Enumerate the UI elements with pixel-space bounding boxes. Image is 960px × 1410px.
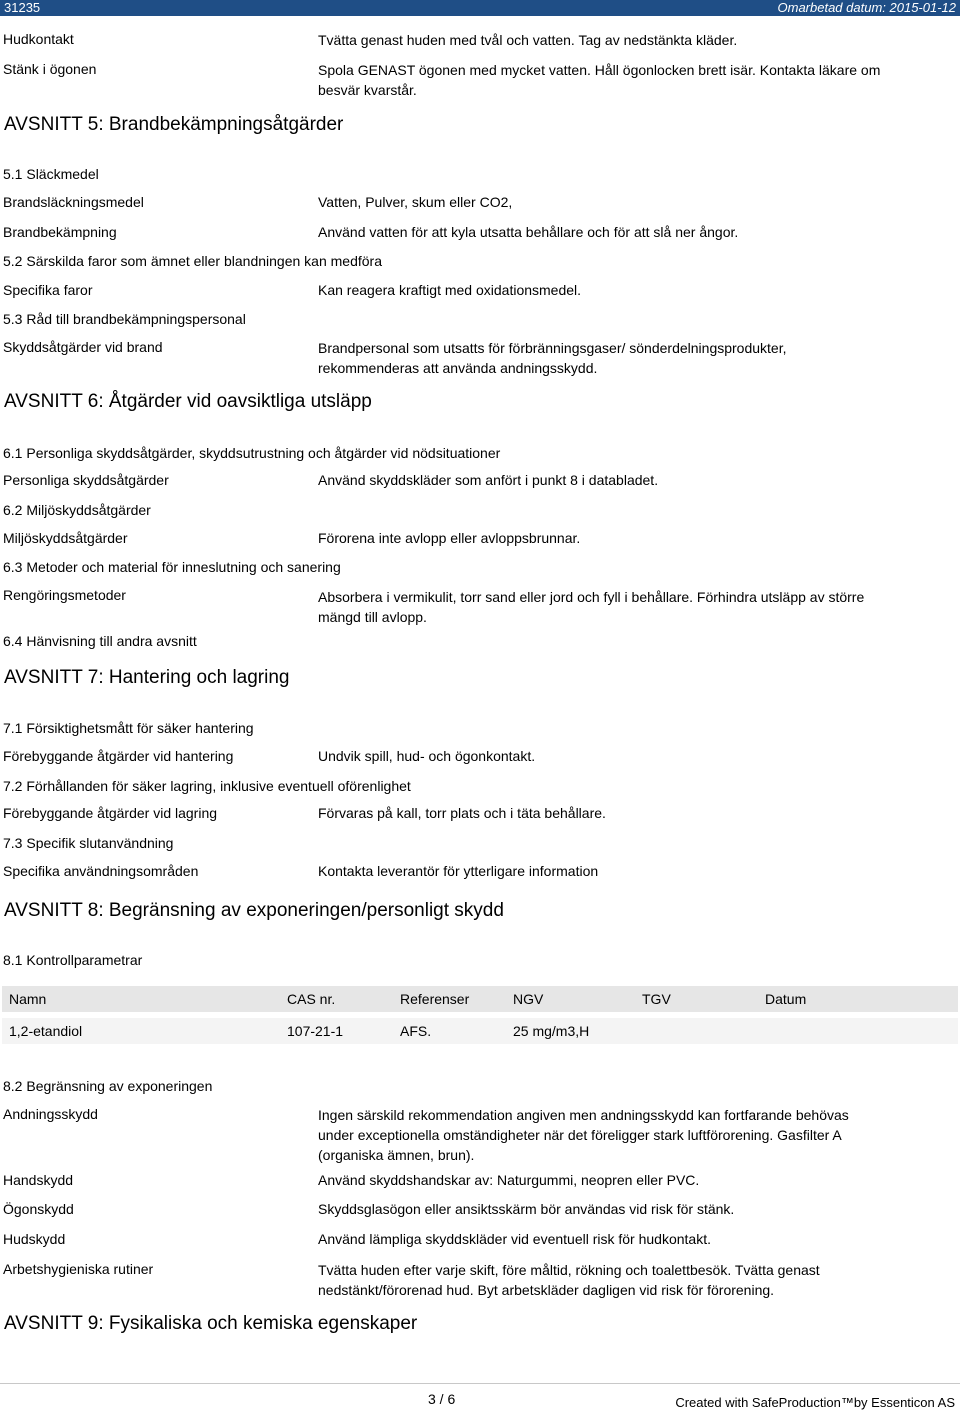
environmental-precautions-label: Miljöskyddsåtgärder bbox=[3, 530, 128, 546]
column-header: CAS nr. bbox=[280, 986, 393, 1015]
cleanup-methods-label: Rengöringsmetoder bbox=[3, 587, 126, 603]
table-cell: AFS. bbox=[393, 1015, 506, 1044]
table-cell: 1,2-etandiol bbox=[2, 1015, 280, 1044]
eye-protection-value: Skyddsglasögon eller ansiktsskärm bör användas vid risk för stänk. bbox=[318, 1201, 735, 1217]
header-bar bbox=[0, 0, 960, 16]
section-8-heading: AVSNITT 8: Begränsning av exponeringen/personligt skydd bbox=[4, 900, 504, 921]
skin-contact-value: Tvätta genast huden med tvål och vatten. Tag av nedstänkta kläder. bbox=[318, 32, 738, 48]
table-row bbox=[2, 1015, 958, 1044]
section-9-heading: AVSNITT 9: Fysikaliska och kemiska egenskaper bbox=[4, 1313, 418, 1334]
subsection-6-2-title: 6.2 Miljöskyddsåtgärder bbox=[3, 502, 151, 518]
section-6-heading: AVSNITT 6: Åtgärder vid oavsiktliga utsläpp bbox=[4, 391, 372, 412]
column-header: Referenser bbox=[393, 986, 506, 1015]
handling-value: Undvik spill, hud- och ögonkontakt. bbox=[318, 748, 536, 764]
eye-contact-value: Spola GENAST ögonen med mycket vatten. Håll ögonlocken brett isär. Kontakta läkare om besvär kvarstår. bbox=[318, 62, 881, 98]
fire-protection-value: Brandpersonal som utsatts för förbränningsgaser/ sönderdelningsprodukter, rekommenderas att använda andningsskydd. bbox=[318, 340, 787, 376]
storage-label: Förebyggande åtgärder vid lagring bbox=[3, 805, 218, 821]
section-5-heading: AVSNITT 5: Brandbekämpningsåtgärder bbox=[4, 114, 344, 135]
footer-credit: Created with SafeProduction™by Essenticon AS bbox=[675, 1395, 955, 1410]
hygiene-measures-value: Tvätta huden efter varje skift, före måltid, rökning och toalettbesök. Tvätta genast nedstänkt/förorenad hud. Byt arbetskläder dagligen vid risk för förorening. bbox=[318, 1262, 820, 1298]
section-7-heading: AVSNITT 7: Hantering och lagring bbox=[4, 667, 290, 688]
footer-divider bbox=[0, 1383, 960, 1384]
personal-precautions-value: Använd skyddskläder som anfört i punkt 8 i databladet. bbox=[318, 472, 659, 488]
storage-value: Förvaras på kall, torr plats och i täta behållare. bbox=[318, 805, 606, 821]
page-number: 3 / 6 bbox=[428, 1391, 456, 1407]
firefighting-label: Brandbekämpning bbox=[3, 224, 117, 240]
table-header-row bbox=[2, 986, 958, 1015]
specific-hazards-value: Kan reagera kraftigt med oxidationsmedel. bbox=[318, 282, 582, 298]
personal-precautions-label: Personliga skyddsåtgärder bbox=[3, 472, 169, 488]
fire-protection-label: Skyddsåtgärder vid brand bbox=[3, 339, 163, 355]
subsection-7-1-title: 7.1 Försiktighetsmått för säker hantering bbox=[3, 720, 254, 736]
column-header: TGV bbox=[635, 986, 758, 1015]
skin-contact-label: Hudkontakt bbox=[3, 31, 74, 47]
revision-date: Omarbetad datum: 2015-01-12 bbox=[777, 0, 956, 15]
subsection-8-2-title: 8.2 Begränsning av exponeringen bbox=[3, 1078, 213, 1094]
hygiene-measures-label: Arbetshygieniska rutiner bbox=[3, 1261, 154, 1277]
column-header: NGV bbox=[506, 986, 635, 1015]
table-cell bbox=[758, 1015, 958, 1044]
column-header: Datum bbox=[758, 986, 958, 1015]
subsection-6-1-title: 6.1 Personliga skyddsåtgärder, skyddsutrustning och åtgärder vid nödsituationer bbox=[3, 445, 501, 461]
skin-protection-label: Hudskydd bbox=[3, 1231, 66, 1247]
table-cell: 25 mg/m3,H bbox=[506, 1015, 635, 1044]
column-header: Namn bbox=[2, 986, 280, 1015]
respiratory-protection-value: Ingen särskild rekommendation angiven men andningsskydd kan fortfarande behövas under exceptionella omständigheter när det föreligger stark luftförorening. Gasfilter A (organiska ämnen, brun). bbox=[318, 1107, 849, 1163]
extinguishing-media-value: Vatten, Pulver, skum eller CO2, bbox=[318, 194, 513, 210]
extinguishing-media-label: Brandsläckningsmedel bbox=[3, 194, 144, 210]
skin-protection-value: Använd lämpliga skyddskläder vid eventuell risk för hudkontakt. bbox=[318, 1231, 711, 1247]
subsection-7-3-title: 7.3 Specifik slutanvändning bbox=[3, 835, 174, 851]
handling-label: Förebyggande åtgärder vid hantering bbox=[3, 748, 234, 764]
subsection-7-2-title: 7.2 Förhållanden för säker lagring, inklusive eventuell oförenlighet bbox=[3, 778, 411, 794]
respiratory-protection-label: Andningsskydd bbox=[3, 1106, 98, 1122]
hand-protection-label: Handskydd bbox=[3, 1172, 74, 1188]
control-parameters-table bbox=[2, 986, 958, 1044]
subsection-5-3-title: 5.3 Råd till brandbekämpningspersonal bbox=[3, 311, 246, 327]
specific-uses-label: Specifika användningsområden bbox=[3, 863, 199, 879]
eye-protection-label: Ögonskydd bbox=[3, 1201, 74, 1217]
cleanup-methods-value: Absorbera i vermikulit, torr sand eller jord och fyll i behållare. Förhindra utsläpp av större mängd till avlopp. bbox=[318, 589, 865, 625]
document-id: 31235 bbox=[4, 0, 41, 15]
subsection-6-4-title: 6.4 Hänvisning till andra avsnitt bbox=[3, 633, 197, 649]
table-cell: 107-21-1 bbox=[280, 1015, 393, 1044]
subsection-5-1-title: 5.1 Släckmedel bbox=[3, 166, 99, 182]
specific-uses-value: Kontakta leverantör för ytterligare information bbox=[318, 863, 599, 879]
hand-protection-value: Använd skyddshandskar av: Naturgummi, neopren eller PVC. bbox=[318, 1172, 700, 1188]
table-cell bbox=[635, 1015, 758, 1044]
environmental-precautions-value: Förorena inte avlopp eller avloppsbrunnar. bbox=[318, 530, 581, 546]
subsection-8-1-title: 8.1 Kontrollparametrar bbox=[3, 952, 143, 968]
eye-contact-label: Stänk i ögonen bbox=[3, 61, 97, 77]
subsection-6-3-title: 6.3 Metoder och material för inneslutning och sanering bbox=[3, 559, 341, 575]
specific-hazards-label: Specifika faror bbox=[3, 282, 93, 298]
subsection-5-2-title: 5.2 Särskilda faror som ämnet eller blandningen kan medföra bbox=[3, 253, 382, 269]
firefighting-value: Använd vatten för att kyla utsatta behållare och för att slå ner ångor. bbox=[318, 224, 739, 240]
